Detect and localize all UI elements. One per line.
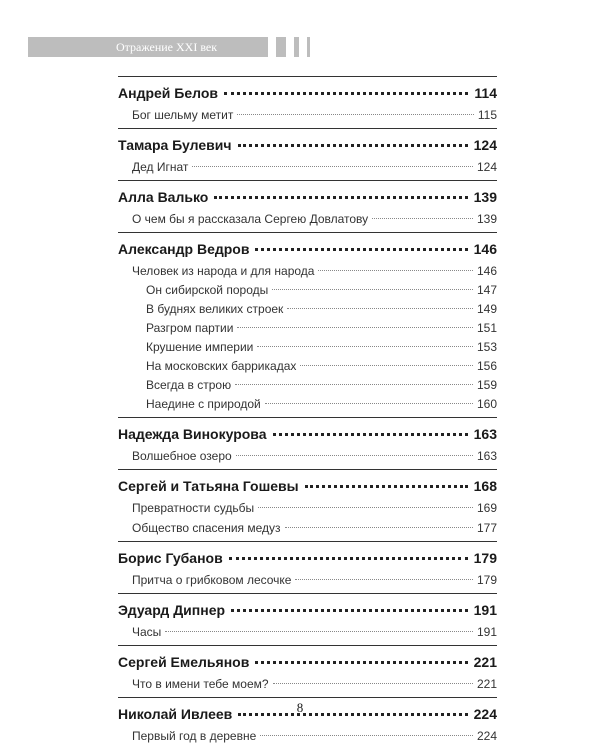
author-page: 224 <box>473 706 497 722</box>
toc-author-entry[interactable] <box>118 185 497 209</box>
toc-title-entry[interactable] <box>118 498 497 518</box>
entry-page: 177 <box>476 521 497 535</box>
toc-author-entry[interactable] <box>118 598 497 622</box>
entry-page: 156 <box>476 359 497 373</box>
entry-title: Человек из народа и для народа <box>132 264 315 278</box>
toc-subsection-entry[interactable] <box>118 395 497 414</box>
entry-title: В буднях великих строек <box>146 302 284 316</box>
toc-subsection-entry[interactable] <box>118 281 497 300</box>
toc-author-entry[interactable] <box>118 422 497 446</box>
header-decor-bar <box>307 37 310 57</box>
toc-section <box>118 646 497 697</box>
author-page: 168 <box>473 478 497 494</box>
leader-dots <box>300 365 473 366</box>
toc-subsection-entry[interactable] <box>118 300 497 319</box>
page-number <box>0 700 600 716</box>
leader-dots <box>231 609 468 612</box>
author-page: 163 <box>473 426 497 442</box>
leader-dots <box>255 248 467 251</box>
entry-page: 151 <box>476 321 497 335</box>
entry-page: 159 <box>476 378 497 392</box>
leader-dots <box>257 346 473 347</box>
entry-title: На московских баррикадах <box>146 359 297 373</box>
entry-title: Волшебное озеро <box>132 449 232 463</box>
header-decor-bar <box>294 37 299 57</box>
toc-title-entry[interactable] <box>118 446 497 466</box>
entry-title: О чем бы я рассказала Сергею Довлатову <box>132 212 369 226</box>
toc-author-entry[interactable] <box>118 133 497 157</box>
author-page: 146 <box>473 241 497 257</box>
leader-dots <box>165 631 473 632</box>
leader-dots <box>273 433 468 436</box>
leader-dots <box>214 196 467 199</box>
leader-dots <box>235 384 473 385</box>
entry-title: Часы <box>132 625 162 639</box>
toc-title-entry[interactable] <box>118 726 497 746</box>
toc-title-entry[interactable] <box>118 105 497 125</box>
toc-author-entry[interactable] <box>118 81 497 105</box>
leader-dots <box>260 735 473 736</box>
author-name: Тамара Булевич <box>118 137 232 153</box>
toc-title-entry[interactable] <box>118 570 497 590</box>
leader-dots <box>285 527 473 528</box>
leader-dots <box>237 114 474 115</box>
entry-page: 149 <box>476 302 497 316</box>
entry-title: Наедине с природой <box>146 397 261 411</box>
leader-dots <box>305 485 468 488</box>
toc-title-entry[interactable] <box>118 157 497 177</box>
entry-title: Он сибирской породы <box>146 283 269 297</box>
toc-section <box>118 418 497 469</box>
author-page: 191 <box>473 602 497 618</box>
toc-author-entry[interactable] <box>118 650 497 674</box>
entry-title: Превратности судьбы <box>132 501 255 515</box>
leader-dots <box>272 289 473 290</box>
toc-title-entry[interactable] <box>118 622 497 642</box>
leader-dots <box>229 557 468 560</box>
entry-page: 115 <box>477 108 497 122</box>
entry-page: 224 <box>476 729 497 743</box>
leader-dots <box>287 308 473 309</box>
toc-section <box>118 470 497 541</box>
toc-title-entry[interactable] <box>118 518 497 538</box>
author-name: Андрей Белов <box>118 85 219 101</box>
entry-page: 146 <box>476 264 497 278</box>
entry-title: Крушение империи <box>146 340 254 354</box>
author-name: Николай Ивлеев <box>118 706 233 722</box>
entry-title: Первый год в деревне <box>132 729 257 743</box>
author-page: 221 <box>473 654 497 670</box>
leader-dots <box>236 455 473 456</box>
entry-page: 163 <box>476 449 497 463</box>
entry-title: Притча о грибковом лесочке <box>132 573 292 587</box>
leader-dots <box>224 92 468 95</box>
toc-section <box>118 542 497 593</box>
entry-page: 139 <box>476 212 497 226</box>
toc-subsection-entry[interactable] <box>118 319 497 338</box>
leader-dots <box>295 579 472 580</box>
entry-title: Что в имени тебе моем? <box>132 677 269 691</box>
author-page: 114 <box>474 85 497 101</box>
leader-dots <box>192 166 473 167</box>
toc-section <box>118 594 497 645</box>
author-page: 124 <box>473 137 497 153</box>
leader-dots <box>258 507 473 508</box>
leader-dots <box>238 144 468 147</box>
toc-subsection-entry[interactable] <box>118 357 497 376</box>
author-name: Сергей Емельянов <box>118 654 250 670</box>
leader-dots <box>265 403 473 404</box>
toc-section <box>118 181 497 232</box>
header-decor-bar <box>276 37 286 57</box>
entry-page: 147 <box>476 283 497 297</box>
author-name: Сергей и Татьяна Гошевы <box>118 478 299 494</box>
toc-title-entry[interactable] <box>118 261 497 281</box>
leader-dots <box>318 270 473 271</box>
entry-page: 124 <box>476 160 497 174</box>
entry-page: 153 <box>476 340 497 354</box>
author-name: Александр Ведров <box>118 241 250 257</box>
entry-title: Общество спасения медуз <box>132 521 281 535</box>
leader-dots <box>237 327 473 328</box>
leader-dots <box>255 661 467 664</box>
toc-section <box>118 233 497 417</box>
author-name: Алла Валько <box>118 189 209 205</box>
table-of-contents <box>118 76 497 749</box>
author-name: Борис Губанов <box>118 550 223 566</box>
running-header <box>28 37 268 57</box>
toc-subsection-entry[interactable] <box>118 376 497 395</box>
author-page: 139 <box>473 189 497 205</box>
toc-title-entry[interactable] <box>118 209 497 229</box>
entry-page: 179 <box>476 573 497 587</box>
toc-subsection-entry[interactable] <box>118 338 497 357</box>
entry-title: Разгром партии <box>146 321 234 335</box>
toc-section <box>118 77 497 128</box>
toc-author-entry[interactable] <box>118 546 497 570</box>
toc-section <box>118 129 497 180</box>
toc-title-entry[interactable] <box>118 674 497 694</box>
toc-author-entry[interactable] <box>118 474 497 498</box>
entry-title: Дед Игнат <box>132 160 189 174</box>
entry-title: Бог шельму метит <box>132 108 234 122</box>
author-page: 179 <box>473 550 497 566</box>
running-header-title: Отражение XXI век <box>116 40 218 54</box>
entry-page: 160 <box>476 397 497 411</box>
toc-author-entry[interactable] <box>118 237 497 261</box>
entry-page: 191 <box>476 625 497 639</box>
entry-title: Всегда в строю <box>146 378 232 392</box>
author-name: Надежда Винокурова <box>118 426 267 442</box>
page-number-text: 8 <box>296 700 304 715</box>
entry-page: 221 <box>476 677 497 691</box>
leader-dots <box>273 683 473 684</box>
author-name: Эдуард Дипнер <box>118 602 226 618</box>
entry-page: 169 <box>476 501 497 515</box>
leader-dots <box>372 218 473 219</box>
